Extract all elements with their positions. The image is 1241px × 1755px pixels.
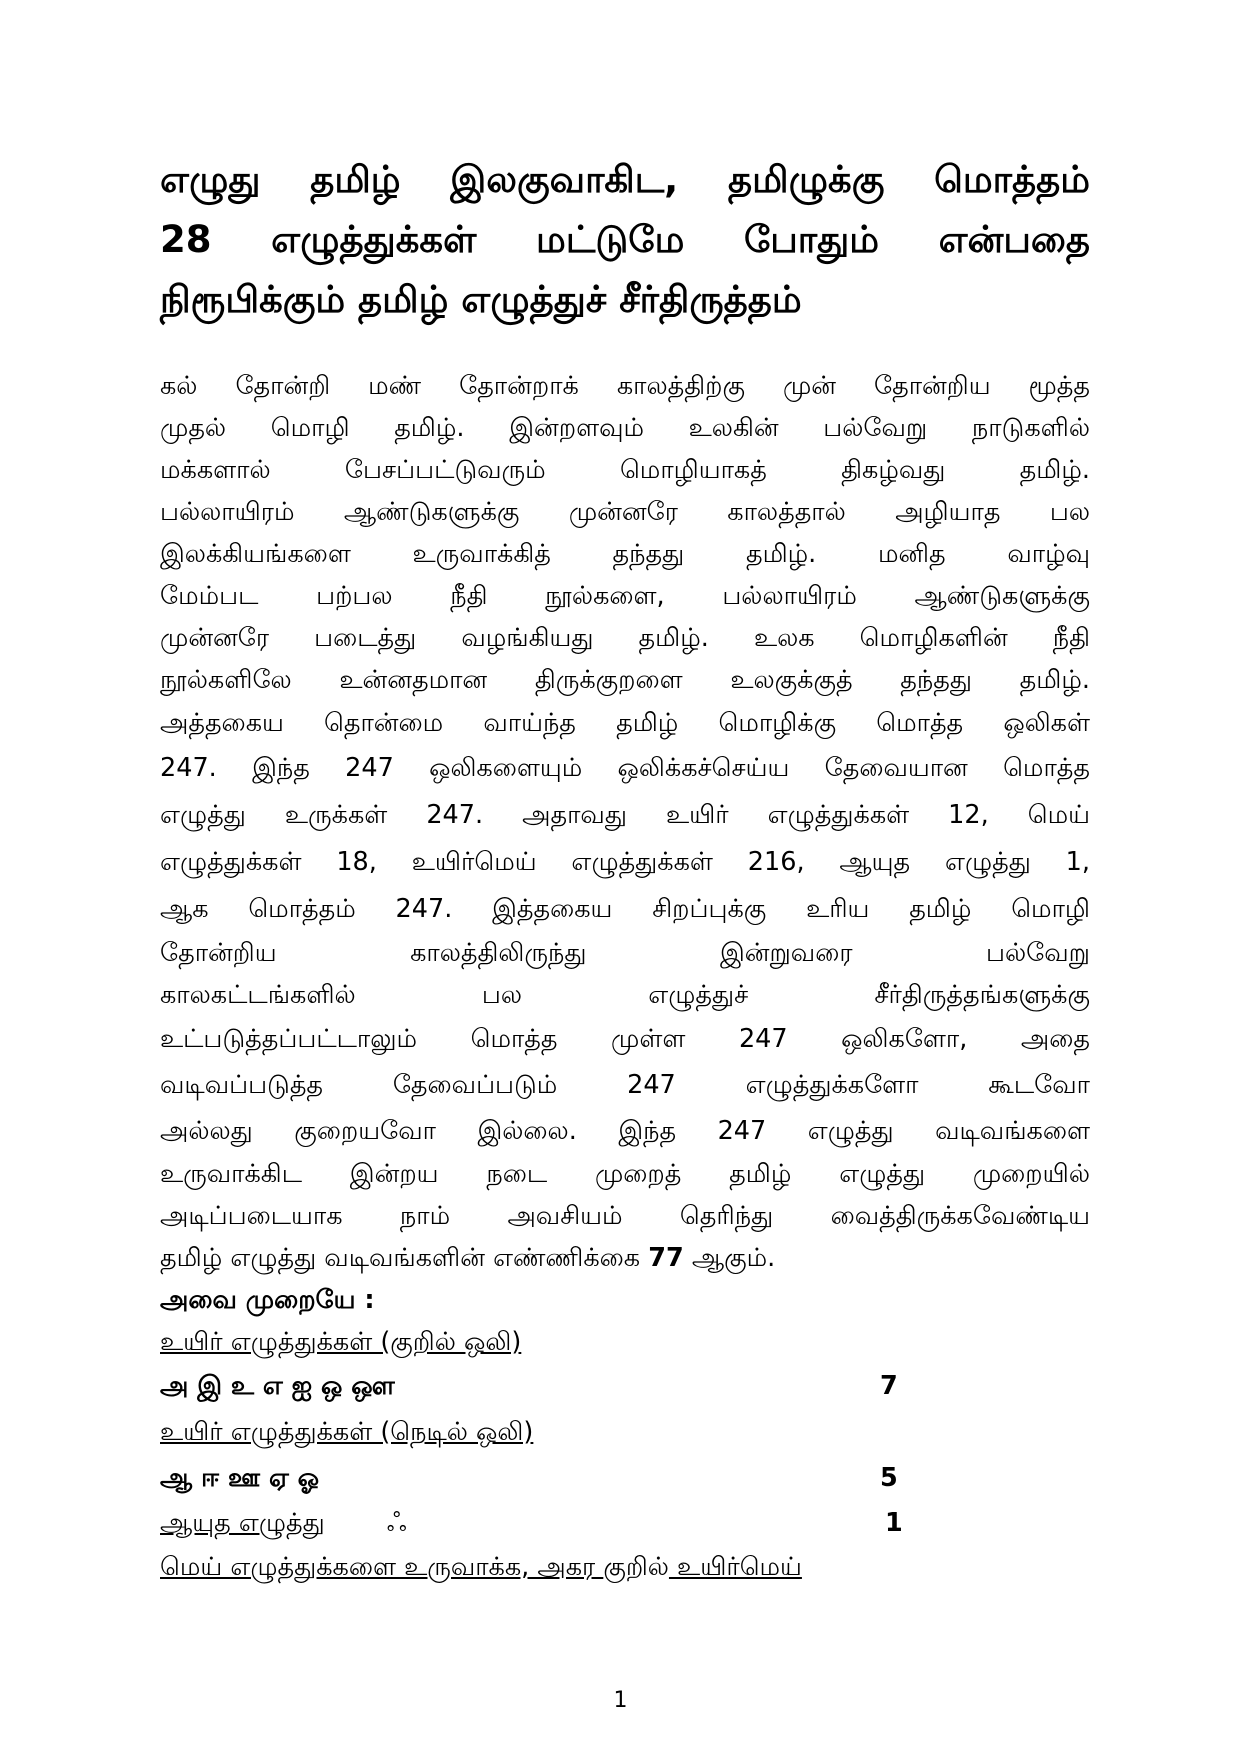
paragraph-line: மக்களால் பேசப்பட்டுவரும் மொழியாகத் திகழ்வது தமிழ். bbox=[160, 455, 1090, 485]
aayutha-row bbox=[160, 1501, 1090, 1545]
paragraph-line: எழுத்துக்கள் 18, உயிர்மெய் எழுத்துக்கள் 216, ஆயுத எழுத்து 1, bbox=[160, 847, 1090, 877]
paragraph-line-last bbox=[160, 1237, 1090, 1279]
paragraph-line: 247. இந்த 247 ஒலிகளையும் ஒலிக்கச்செய்ய தேவையான மொத்த bbox=[160, 753, 1090, 783]
paragraph-line: தோன்றிய காலத்திலிருந்து இன்றுவரை பல்வேறு bbox=[160, 938, 1090, 968]
paragraph-line: உருவாக்கிட இன்றய நடை முறைத் தமிழ் எழுத்து முறையில் bbox=[160, 1159, 1090, 1189]
mei-line bbox=[160, 1545, 1090, 1589]
page-number: 1 bbox=[613, 1688, 628, 1713]
list-intro: அவை முறையே : bbox=[160, 1285, 375, 1315]
paragraph-line: உட்படுத்தப்பட்டாலும் மொத்த முள்ள 247 ஒலிகளோ, அதை bbox=[160, 1024, 1090, 1054]
paragraph-line: எழுத்து உருக்கள் 247. அதாவது உயிர் எழுத்துக்கள் 12, மெய் bbox=[160, 800, 1090, 830]
kuril-count: 7 bbox=[880, 1371, 898, 1401]
paragraph-line: அடிப்படையாக நாம் அவசியம் தெரிந்து வைத்திருக்கவேண்டிய bbox=[160, 1201, 1090, 1231]
kuril-letters: அ இ உ எ ஐ ஒ ஔ bbox=[160, 1371, 395, 1401]
aayutha-symbol: ஃ bbox=[386, 1508, 407, 1538]
title-line-2: 28 எழுத்துக்கள் மட்டுமே போதும் என்பதை bbox=[160, 218, 1090, 261]
nedil-heading: உயிர் எழுத்துக்கள் (நெடில் ஒலி) bbox=[160, 1417, 534, 1447]
nedil-row bbox=[160, 1455, 1090, 1501]
paragraph-line: முன்னரே படைத்து வழங்கியது தமிழ். உலக மொழிகளின் நீதி bbox=[160, 623, 1090, 653]
paragraph-line: காலகட்டங்களில் பல எழுத்துச் சீர்திருத்தங்களுக்கு bbox=[160, 980, 1090, 1010]
paragraph-line: அத்தகைய தொன்மை வாய்ந்த தமிழ் மொழிக்கு மொத்த ஒலிகள் bbox=[160, 708, 1090, 738]
paragraph-line: அல்லது குறையவோ இல்லை. இந்த 247 எழுத்து வடிவங்களை bbox=[160, 1116, 1090, 1146]
paragraph bbox=[160, 365, 1090, 1279]
paragraph-last-text: தமிழ் எழுத்து வடிவங்களின் எண்ணிக்கை bbox=[160, 1243, 649, 1273]
aayutha-heading: ஆயுத எழுத்து bbox=[160, 1508, 325, 1538]
mei-line-part-1: மெய் எழுத்துக்களை உருவாக்க, அகர bbox=[160, 1552, 604, 1582]
paragraph-line: கல் தோன்றி மண் தோன்றாக் காலத்திற்கு முன் தோன்றிய மூத்த bbox=[160, 371, 1090, 401]
page-title bbox=[160, 150, 1090, 330]
title-line-1: எழுது தமிழ் இலகுவாகிட, தமிழுக்கு மொத்தம் bbox=[160, 158, 1090, 201]
paragraph-line: மேம்பட பற்பல நீதி நூல்களை, பல்லாயிரம் ஆண்டுகளுக்கு bbox=[160, 581, 1090, 611]
nedil-letters: ஆ ஈ ஊ ஏ ஓ bbox=[160, 1463, 320, 1493]
aayutha-count: 1 bbox=[885, 1508, 903, 1538]
mei-line-part-2: குறில் bbox=[603, 1552, 669, 1582]
kuril-row bbox=[160, 1363, 1090, 1409]
nedil-count: 5 bbox=[880, 1463, 898, 1493]
title-line-3: நிரூபிக்கும் தமிழ் எழுத்துச் சீர்திருத்தம் bbox=[160, 278, 802, 321]
paragraph-line: நூல்களிலே உன்னதமான திருக்குறளை உலகுக்குத் தந்தது தமிழ். bbox=[160, 665, 1090, 695]
paragraph-line: வடிவப்படுத்த தேவைப்படும் 247 எழுத்துக்களோ கூடவோ bbox=[160, 1070, 1090, 1100]
mei-line-part-3: உயிர்மெய் bbox=[668, 1552, 802, 1582]
paragraph-line: பல்லாயிரம் ஆண்டுகளுக்கு முன்னரே காலத்தால் அழியாத பல bbox=[160, 497, 1090, 527]
paragraph-last-end: ஆகும். bbox=[683, 1243, 776, 1273]
paragraph-line: ஆக மொத்தம் 247. இத்தகைய சிறப்புக்கு உரிய தமிழ் மொழி bbox=[160, 894, 1090, 924]
paragraph-line: இலக்கியங்களை உருவாக்கித் தந்தது தமிழ். மனித வாழ்வு bbox=[160, 539, 1090, 569]
paragraph-line: முதல் மொழி தமிழ். இன்றளவும் உலகின் பல்வேறு நாடுகளில் bbox=[160, 413, 1090, 443]
body-text bbox=[160, 365, 1090, 1589]
kuril-heading: உயிர் எழுத்துக்கள் (குறில் ஒலி) bbox=[160, 1327, 522, 1357]
total-count: 77 bbox=[648, 1243, 684, 1273]
